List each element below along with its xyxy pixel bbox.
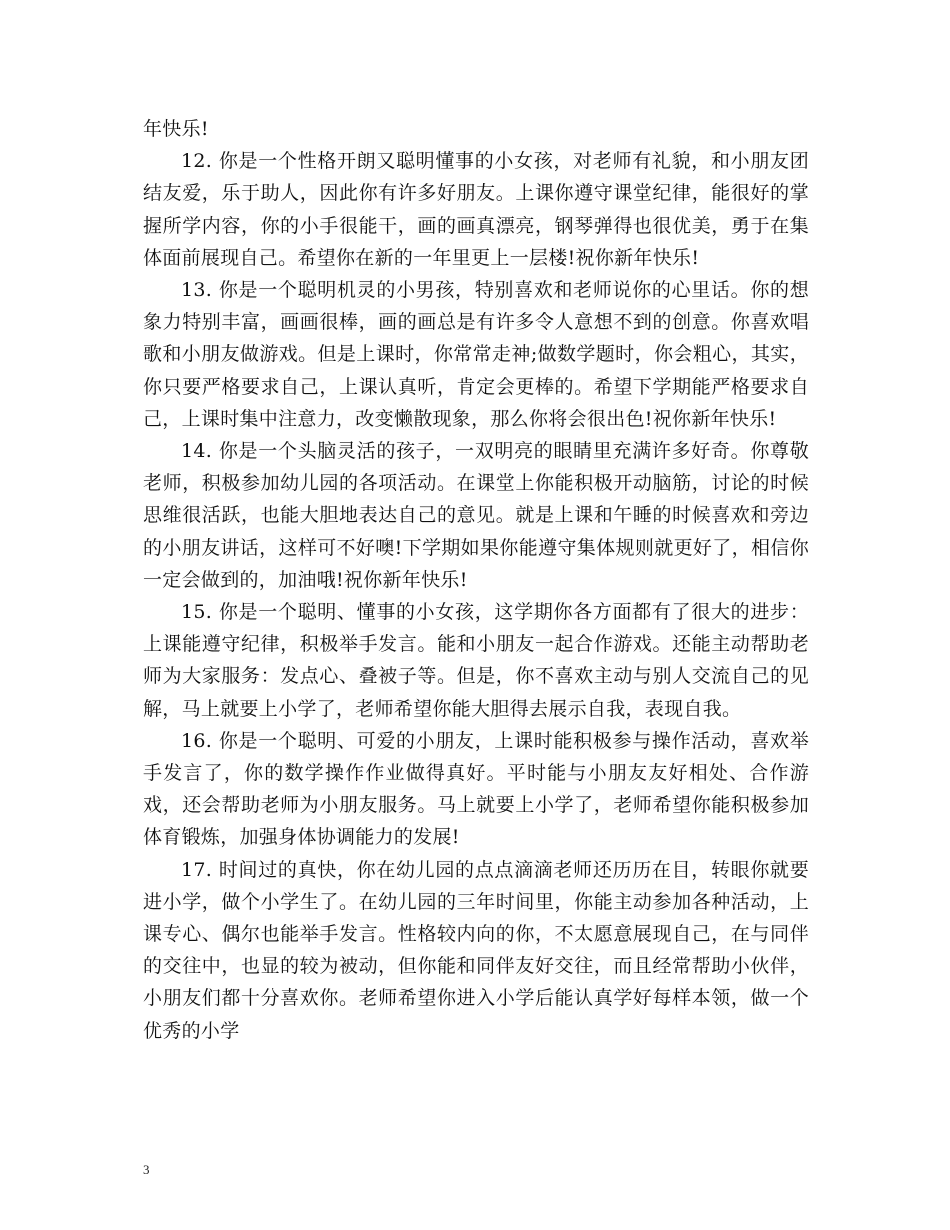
page-number: 3	[143, 1162, 150, 1177]
paragraph-continuation: 年快乐!	[143, 118, 209, 140]
paragraph-14: 14. 你是一个头脑灵活的孩子，一双明亮的眼睛里充满许多好奇。你尊敬老师，积极参加幼儿园的各项活动。在课堂上你能积极开动脑筋，讨论的时候思维很活跃，也能大胆地表达自己的意见。就是上课和午睡的时候喜欢和旁边的小朋友讲话，这样可不好噢!下学期如果你能遵守集体规则就更好了，相信你一定会做到的，加油哦!祝你新年快乐!	[143, 440, 809, 591]
document-body	[143, 113, 809, 1047]
paragraph-12: 12. 你是一个性格开朗又聪明懂事的小女孩，对老师有礼貌，和小朋友团结友爱，乐于助人，因此你有许多好朋友。上课你遵守课堂纪律，能很好的掌握所学内容，你的小手很能干，画的画真漂亮，钢琴弹得也很优美，勇于在集体面前展现自己。希望你在新的一年里更上一层楼!祝你新年快乐!	[143, 150, 809, 269]
paragraph-17: 17. 时间过的真快，你在幼儿园的点点滴滴老师还历历在目，转眼你就要进小学，做个小学生了。在幼儿园的三年时间里，你能主动参加各种活动，上课专心、偶尔也能举手发言。性格较内向的你，不太愿意展现自己，在与同伴的交往中，也显的较为被动，但你能和同伴友好交往，而且经常帮助小伙伴，小朋友们都十分喜欢你。老师希望你进入小学后能认真学好每样本领，做一个优秀的小学	[143, 858, 809, 1042]
paragraph-15: 15. 你是一个聪明、懂事的小女孩，这学期你各方面都有了很大的进步：上课能遵守纪律，积极举手发言。能和小朋友一起合作游戏。还能主动帮助老师为大家服务：发点心、叠被子等。但是，你不喜欢主动与别人交流自己的见解，马上就要上小学了，老师希望你能大胆得去展示自我，表现自我。	[143, 601, 809, 720]
paragraph-16: 16. 你是一个聪明、可爱的小朋友，上课时能积极参与操作活动，喜欢举手发言了，你的数学操作作业做得真好。平时能与小朋友友好相处、合作游戏，还会帮助老师为小朋友服务。马上就要上小学了，老师希望你能积极参加体育锻炼，加强身体协调能力的发展!	[143, 729, 809, 849]
paragraph-13: 13. 你是一个聪明机灵的小男孩，特别喜欢和老师说你的心里话。你的想象力特别丰富，画画很棒，画的画总是有许多令人意想不到的创意。你喜欢唱歌和小朋友做游戏。但是上课时，你常常走神;做数学题时，你会粗心，其实，你只要严格要求自己，上课认真听，肯定会更棒的。希望下学期能严格要求自己，上课时集中注意力，改变懒散现象，那么你将会很出色!祝你新年快乐!	[143, 279, 809, 430]
